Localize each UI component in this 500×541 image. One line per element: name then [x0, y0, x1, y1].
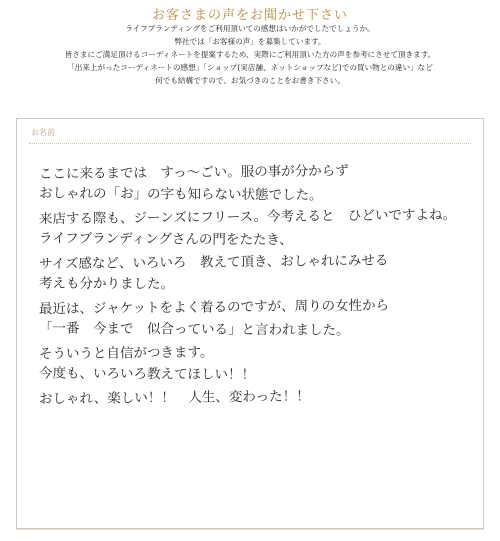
intro-line: 皆さまにご満足頂けるコーディネートを提案するため、実際にご利用頂いた方の声を参考にさせて頂きます。 [64, 50, 436, 59]
comment-line: おしゃれ、楽しい！！ 人生、変わった！！ [38, 388, 310, 408]
comment-line: 「一番 今まで 似合っている」と言われました。 [38, 319, 350, 339]
intro-line: ライフブランディングをご利用頂いての感想はいかがでしたでしょうか。 [125, 24, 375, 33]
comment-line: おしゃれの「お」の字も知らない状態でした。 [38, 184, 323, 203]
handwritten-comment [39, 161, 479, 409]
page-title: お客さまの声をお聞かせ下さい [151, 8, 348, 23]
intro-line: 弊社では「お客様の声」を募集しています。 [174, 37, 326, 46]
comment-line: 来店する際も、ジーンズにフリース。今考えると ひどいですよね。 [38, 206, 457, 228]
comment-line: ライフブランディングさんの門をたたき、 [38, 229, 293, 248]
intro-line: 「出来上がったコーディネートの感想」「ショップ(実店舗、ネットショップなど)での買い物との違い」など [67, 63, 433, 72]
name-label: お名前 [31, 128, 55, 137]
intro-text [60, 22, 440, 87]
comment-line: 考えも分かりました。 [38, 274, 175, 292]
comment-line: ここに来るまでは すっ～ごい。服の事が分からず [38, 163, 349, 183]
intro-line: 何でも結構ですので、お気づきのことをお書き下さい。 [155, 76, 345, 85]
divider [16, 529, 484, 530]
comment-line: 今度も、いろいろ教えてほしい！！ [38, 364, 256, 383]
comment-line: 最近は、ジャケットをよく着るのですが、周りの女性から [38, 297, 390, 318]
comment-line: そういうと自信がつきます。 [38, 344, 214, 363]
divider [29, 143, 471, 144]
feedback-card [16, 118, 484, 529]
comment-line: サイズ感など、いろいろ 教えて頂き、おしゃれにみせる [38, 252, 389, 273]
